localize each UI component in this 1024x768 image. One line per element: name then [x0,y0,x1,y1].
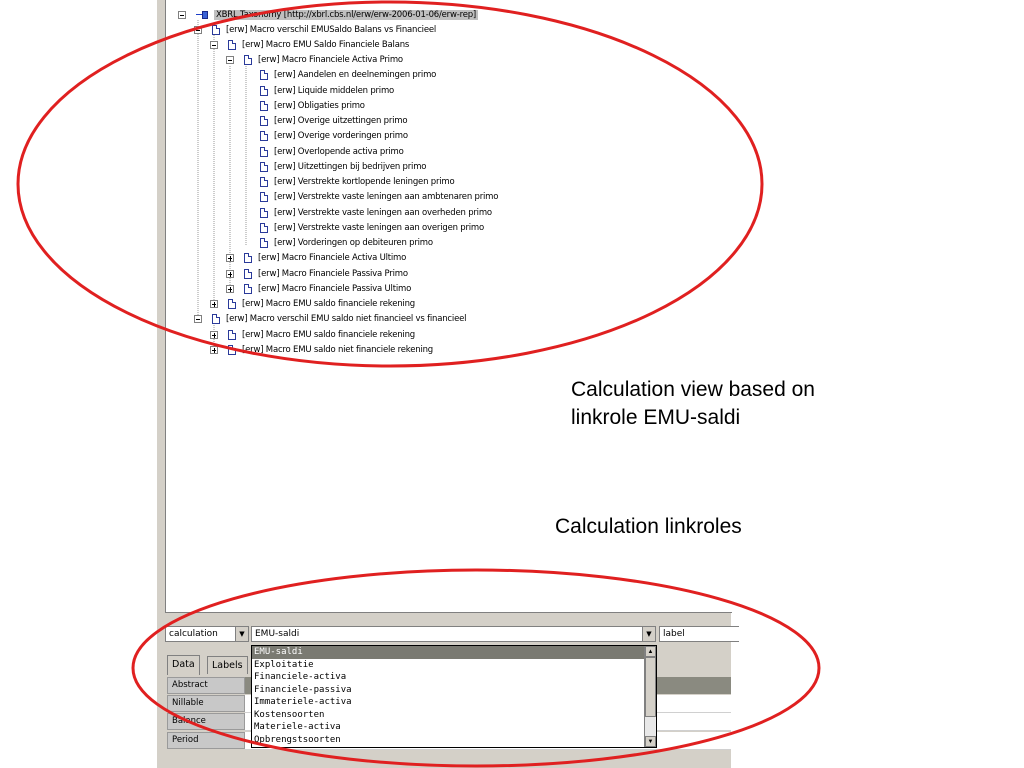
document-icon [260,147,268,157]
tree-node-label: [erw] Macro Financiele Passiva Primo [258,268,408,279]
tree-node-label: [erw] Overige vorderingen primo [274,131,408,142]
tree-node-label: [erw] Macro EMU saldo niet financiele rekening [242,344,433,355]
tree-node-label: [erw] Macro EMU saldo financiele rekening [242,329,415,340]
tree-node[interactable] [242,83,394,98]
tree-node[interactable] [242,175,455,190]
view-type-value: calculation [169,629,218,639]
tree-node-label: [erw] Overlopende activa primo [274,146,404,157]
collapse-icon[interactable] [210,41,218,49]
dropdown-scrollbar[interactable] [644,646,656,747]
property-balance-label: Balance [167,713,245,730]
tree-root[interactable] [178,7,478,22]
property-period-label: Period [167,732,245,749]
collapse-icon[interactable] [194,315,202,323]
tree-node[interactable] [210,37,409,52]
expand-icon[interactable] [226,254,234,262]
taxonomy-icon [196,10,210,20]
document-icon [260,223,268,233]
tree-node[interactable] [242,205,492,220]
document-icon [260,162,268,172]
document-icon [244,269,252,279]
scroll-down-icon[interactable]: ▼ [645,736,656,747]
document-icon [228,330,236,340]
document-icon [260,86,268,96]
calc-view-line-2: linkrole EMU-saldi [571,406,741,429]
collapse-icon[interactable] [178,11,186,19]
tree-node-label: [erw] Verstrekte vaste leningen aan ambtenaren primo [274,192,499,203]
document-icon [260,116,268,126]
tree-node[interactable] [242,98,365,113]
linkrole-option[interactable]: Financiele-passiva [254,684,352,695]
linkrole-option[interactable]: Immateriele-activa [254,697,352,707]
tree-node[interactable] [194,312,466,327]
linkrole-option[interactable]: Opbrengstsoorten [254,734,341,745]
tab-labels[interactable]: Labels [207,656,248,674]
linkroles-annotation: Calculation linkroles [555,515,742,538]
label-type-value: label [663,629,685,639]
tree-node[interactable] [210,327,415,342]
linkrole-option[interactable]: Kostensoorten [254,709,325,720]
tree-node-label: [erw] Macro Financiele Activa Primo [258,55,403,65]
tree-node-label: [erw] Macro Financiele Passiva Ultimo [258,283,412,294]
linkrole-select[interactable] [251,626,656,642]
tree-node-label: [erw] Uitzettingen bij bedrijven primo [274,161,427,172]
tree-node[interactable] [210,297,415,312]
tree-node-label: [erw] Macro EMU saldo financiele rekening [242,299,415,309]
property-nillable-label: Nillable [167,695,245,712]
tree-node[interactable] [210,342,433,357]
tree-node-label: [erw] Overige uitzettingen primo [274,116,408,126]
tree-node-label: [erw] Aandelen en deelnemingen primo [274,70,437,81]
document-icon [260,192,268,202]
tree-node[interactable] [242,68,436,83]
tree-node[interactable] [242,159,426,174]
expand-icon[interactable] [210,331,218,339]
tree-node[interactable] [242,129,408,144]
calc-view-annotation [571,376,815,432]
collapse-icon[interactable] [226,56,234,64]
document-icon [244,284,252,294]
label-type-select[interactable] [659,626,739,642]
collapse-icon[interactable] [194,26,202,34]
tree-node-label: [erw] Macro Financiele Activa Ultimo [258,253,407,264]
tree-node-label: [erw] Liquide middelen primo [274,85,395,96]
tree-node-label: [erw] Obligaties primo [274,100,365,111]
tree-node-label: [erw] Macro verschil EMU saldo niet financieel vs financieel [226,314,467,325]
scroll-up-icon[interactable]: ▲ [645,646,656,657]
tree-node[interactable] [226,251,406,266]
tree-node-label: [erw] Vorderingen op debiteuren primo [274,238,433,248]
calc-view-line-1: Calculation view based on [571,378,815,401]
document-icon [228,299,236,309]
tree-node[interactable] [242,236,433,251]
document-icon [228,345,236,355]
tree-node[interactable] [242,220,484,235]
tree-node[interactable] [242,190,498,205]
tree-node[interactable] [226,266,408,281]
tree-node-label: [erw] Macro EMU Saldo Financiele Balans [242,39,410,50]
tab-data[interactable]: Data [167,655,200,675]
linkrole-option[interactable]: Materiele-activa [254,722,341,732]
expand-icon[interactable] [226,285,234,293]
tree-node-label: [erw] Verstrekte vaste leningen aan overheden primo [274,207,492,218]
document-icon [260,208,268,218]
tree-node[interactable] [226,53,403,68]
document-icon [228,40,236,50]
linkrole-option[interactable]: Financiele-activa [254,672,347,682]
tree-node-label: [erw] Macro verschil EMUSaldo Balans vs Financieel [226,24,437,35]
view-type-select[interactable] [165,626,249,642]
tree-node[interactable] [226,281,411,296]
tree-node[interactable] [194,22,436,37]
document-icon [244,253,252,263]
document-icon [212,25,220,35]
document-icon [260,177,268,187]
linkrole-option[interactable]: Exploitatie [254,659,314,670]
document-icon [260,131,268,141]
expand-icon[interactable] [210,300,218,308]
tree-root-label: XBRL Taxonomy [http://xbrl.cbs.nl/erw/erw-2006-01-06/erw-rep] [216,9,477,20]
expand-icon[interactable] [226,270,234,278]
expand-icon[interactable] [210,346,218,354]
scroll-thumb[interactable] [645,657,656,717]
linkrole-dropdown-list[interactable] [251,645,657,748]
linkrole-value: EMU-saldi [255,629,300,639]
document-icon [260,70,268,80]
tree-node[interactable] [242,144,404,159]
dropdown-arrow-icon[interactable]: ▼ [642,627,655,641]
linkrole-option[interactable]: EMU-saldi [252,646,656,659]
document-icon [212,314,220,324]
document-icon [260,101,268,111]
document-icon [244,55,252,65]
tree-node-label: [erw] Verstrekte vaste leningen aan overigen primo [274,222,485,233]
tree-node[interactable] [242,114,407,129]
property-abstract-label: Abstract [167,677,245,694]
tree-node-label: [erw] Verstrekte kortlopende leningen primo [274,177,455,187]
document-icon [260,238,268,248]
dropdown-arrow-icon[interactable]: ▼ [235,627,248,641]
